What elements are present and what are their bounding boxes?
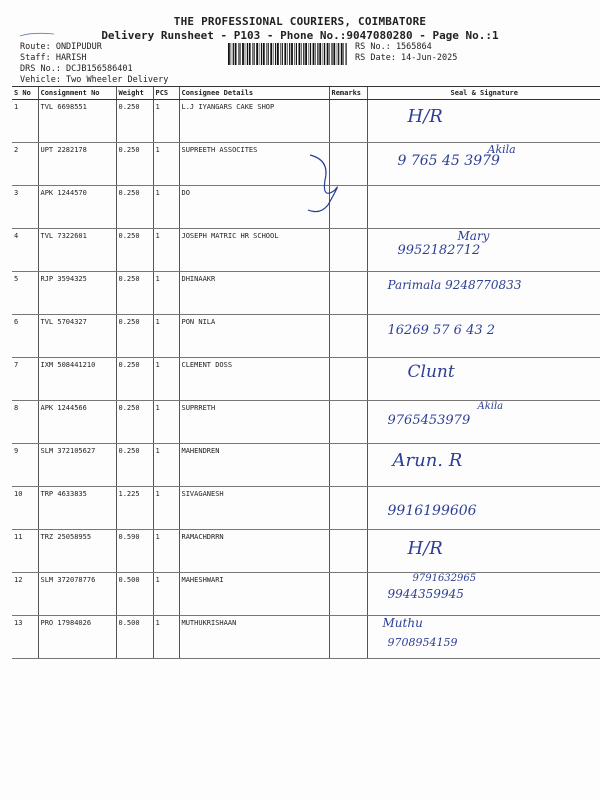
handwritten-signature: Arun. R	[392, 450, 463, 471]
consignment-number: SLM 372105627	[38, 444, 116, 487]
pieces-count: 1	[153, 143, 179, 186]
handwritten-signature: Parimala 9248770833	[387, 278, 522, 292]
rs-date: RS Date: 14-Jun-2025	[355, 53, 458, 63]
runsheet-title: Delivery Runsheet - P103 - Phone No.:9047080280 - Page No.:1	[101, 29, 499, 42]
table-row	[12, 315, 600, 358]
rs-number: RS No.: 1565864	[355, 42, 432, 52]
route-label: Route: ONDIPUDUR	[20, 42, 102, 52]
consignee-name: MUTHUKRISHAAN	[179, 616, 329, 659]
consignee-name: MAHENDREN	[179, 444, 329, 487]
consignment-number: RJP 3594325	[38, 272, 116, 315]
handwritten-signature: Akila	[487, 143, 516, 156]
header-consignment: Consignment No	[38, 87, 116, 100]
handwritten-signature: 16269 57 6 43 2	[387, 323, 496, 338]
header-sno: S No	[12, 87, 38, 100]
remarks-cell	[329, 100, 367, 143]
serial-number: 6	[12, 315, 38, 358]
weight-value: 0.250	[116, 358, 153, 401]
remarks-cell	[329, 616, 367, 659]
pieces-count: 1	[153, 616, 179, 659]
serial-number: 4	[12, 229, 38, 272]
weight-value: 0.250	[116, 444, 153, 487]
table-row	[12, 272, 600, 315]
header-signature: Seal & Signature	[367, 87, 600, 100]
pieces-count: 1	[153, 401, 179, 444]
signature-cell	[367, 143, 600, 186]
pieces-count: 1	[153, 358, 179, 401]
weight-value: 0.250	[116, 229, 153, 272]
meta-right	[355, 42, 457, 64]
header-weight: Weight	[116, 87, 153, 100]
signature-cell	[367, 315, 600, 358]
pieces-count: 1	[153, 487, 179, 530]
table-row	[12, 229, 600, 272]
handwritten-signature: 9791632965	[412, 573, 477, 584]
handwritten-signature: 9944359945	[387, 587, 464, 601]
signature-cell	[367, 487, 600, 530]
serial-number: 7	[12, 358, 38, 401]
signature-cell	[367, 530, 600, 573]
remarks-cell	[329, 573, 367, 616]
handwritten-signature: 9952182712	[397, 243, 481, 258]
remarks-cell	[329, 487, 367, 530]
signature-cell	[367, 186, 600, 229]
table-row	[12, 487, 600, 530]
weight-value: 0.250	[116, 401, 153, 444]
weight-value: 0.250	[116, 315, 153, 358]
consignee-name: DHINAAKR	[179, 272, 329, 315]
pen-doodle-icon	[300, 150, 350, 220]
pieces-count: 1	[153, 530, 179, 573]
table-row	[12, 573, 600, 616]
handwritten-signature: 9 765 45 3979	[397, 153, 500, 169]
serial-number: 3	[12, 186, 38, 229]
signature-cell	[367, 358, 600, 401]
vehicle-label: Vehicle: Two Wheeler Delivery	[20, 75, 169, 85]
weight-value: 0.500	[116, 573, 153, 616]
consignee-name: MAHESHWARI	[179, 573, 329, 616]
handwritten-signature: H/R	[407, 538, 443, 559]
pieces-count: 1	[153, 444, 179, 487]
table-header-row	[12, 87, 600, 100]
consignee-name: SIVAGANESH	[179, 487, 329, 530]
serial-number: 5	[12, 272, 38, 315]
weight-value: 0.500	[116, 616, 153, 659]
consignment-number: APK 1244566	[38, 401, 116, 444]
consignment-number: TRZ 25058955	[38, 530, 116, 573]
table-row	[12, 100, 600, 143]
table-row	[12, 401, 600, 444]
staff-label: Staff: HARISH	[20, 53, 87, 63]
consignment-number: TVL 6698551	[38, 100, 116, 143]
serial-number: 12	[12, 573, 38, 616]
signature-cell	[367, 100, 600, 143]
serial-number: 1	[12, 100, 38, 143]
serial-number: 8	[12, 401, 38, 444]
handwritten-signature: Clunt	[407, 362, 455, 382]
consignee-name: DO	[179, 186, 329, 229]
weight-value: 1.225	[116, 487, 153, 530]
weight-value: 0.250	[116, 100, 153, 143]
consignment-number: TVL 5704327	[38, 315, 116, 358]
consignment-number: TRP 4633835	[38, 487, 116, 530]
header-consignee: Consignee Details	[179, 87, 329, 100]
consignee-name: SUPRRETH	[179, 401, 329, 444]
handwritten-signature: 9708954159	[387, 636, 458, 649]
consignee-name: RAMACHDRRN	[179, 530, 329, 573]
table-row	[12, 616, 600, 659]
consignment-number: IXM 508441210	[38, 358, 116, 401]
meta-left	[20, 42, 168, 86]
serial-number: 10	[12, 487, 38, 530]
signature-cell	[367, 229, 600, 272]
consignee-name: SUPREETH ASSOCITES	[179, 143, 329, 186]
pieces-count: 1	[153, 573, 179, 616]
serial-number: 13	[12, 616, 38, 659]
handwritten-signature: H/R	[407, 106, 443, 127]
handwritten-signature: Muthu	[382, 616, 423, 630]
pieces-count: 1	[153, 100, 179, 143]
serial-number: 11	[12, 530, 38, 573]
signature-cell	[367, 573, 600, 616]
weight-value: 0.250	[116, 143, 153, 186]
pieces-count: 1	[153, 315, 179, 358]
handwritten-signature: Akila	[477, 401, 504, 412]
consignment-number: APK 1244570	[38, 186, 116, 229]
weight-value: 0.590	[116, 530, 153, 573]
pieces-count: 1	[153, 229, 179, 272]
handwritten-signature: 9765453979	[387, 413, 471, 428]
signature-cell	[367, 272, 600, 315]
remarks-cell	[329, 530, 367, 573]
serial-number: 2	[12, 143, 38, 186]
barcode-icon	[228, 43, 348, 65]
signature-cell	[367, 444, 600, 487]
remarks-cell	[329, 358, 367, 401]
signature-cell	[367, 401, 600, 444]
drs-number: DRS No.: DCJB156586401	[20, 64, 133, 74]
consignment-number: UPT 2282178	[38, 143, 116, 186]
consignee-name: L.J IYANGARS CAKE SHOP	[179, 100, 329, 143]
header-pcs: PCS	[153, 87, 179, 100]
pieces-count: 1	[153, 272, 179, 315]
table-row	[12, 358, 600, 401]
weight-value: 0.250	[116, 186, 153, 229]
consignment-number: TVL 7322601	[38, 229, 116, 272]
remarks-cell	[329, 444, 367, 487]
header-remarks: Remarks	[329, 87, 367, 100]
remarks-cell	[329, 229, 367, 272]
remarks-cell	[329, 272, 367, 315]
table-row	[12, 530, 600, 573]
signature-cell	[367, 616, 600, 659]
pieces-count: 1	[153, 186, 179, 229]
serial-number: 9	[12, 444, 38, 487]
consignment-number: PRO 17984026	[38, 616, 116, 659]
weight-value: 0.250	[116, 272, 153, 315]
remarks-cell	[329, 315, 367, 358]
remarks-cell	[329, 401, 367, 444]
consignee-name: JOSEPH MATRIC HR SCHOOL	[179, 229, 329, 272]
handwritten-signature: 9916199606	[387, 503, 477, 519]
table-row	[12, 444, 600, 487]
consignee-name: PON NILA	[179, 315, 329, 358]
consignment-number: SLM 372078776	[38, 573, 116, 616]
company-title: THE PROFESSIONAL COURIERS, COIMBATORE	[173, 15, 427, 28]
handwritten-signature: Mary	[457, 229, 490, 243]
consignee-name: CLEMENT DOSS	[179, 358, 329, 401]
